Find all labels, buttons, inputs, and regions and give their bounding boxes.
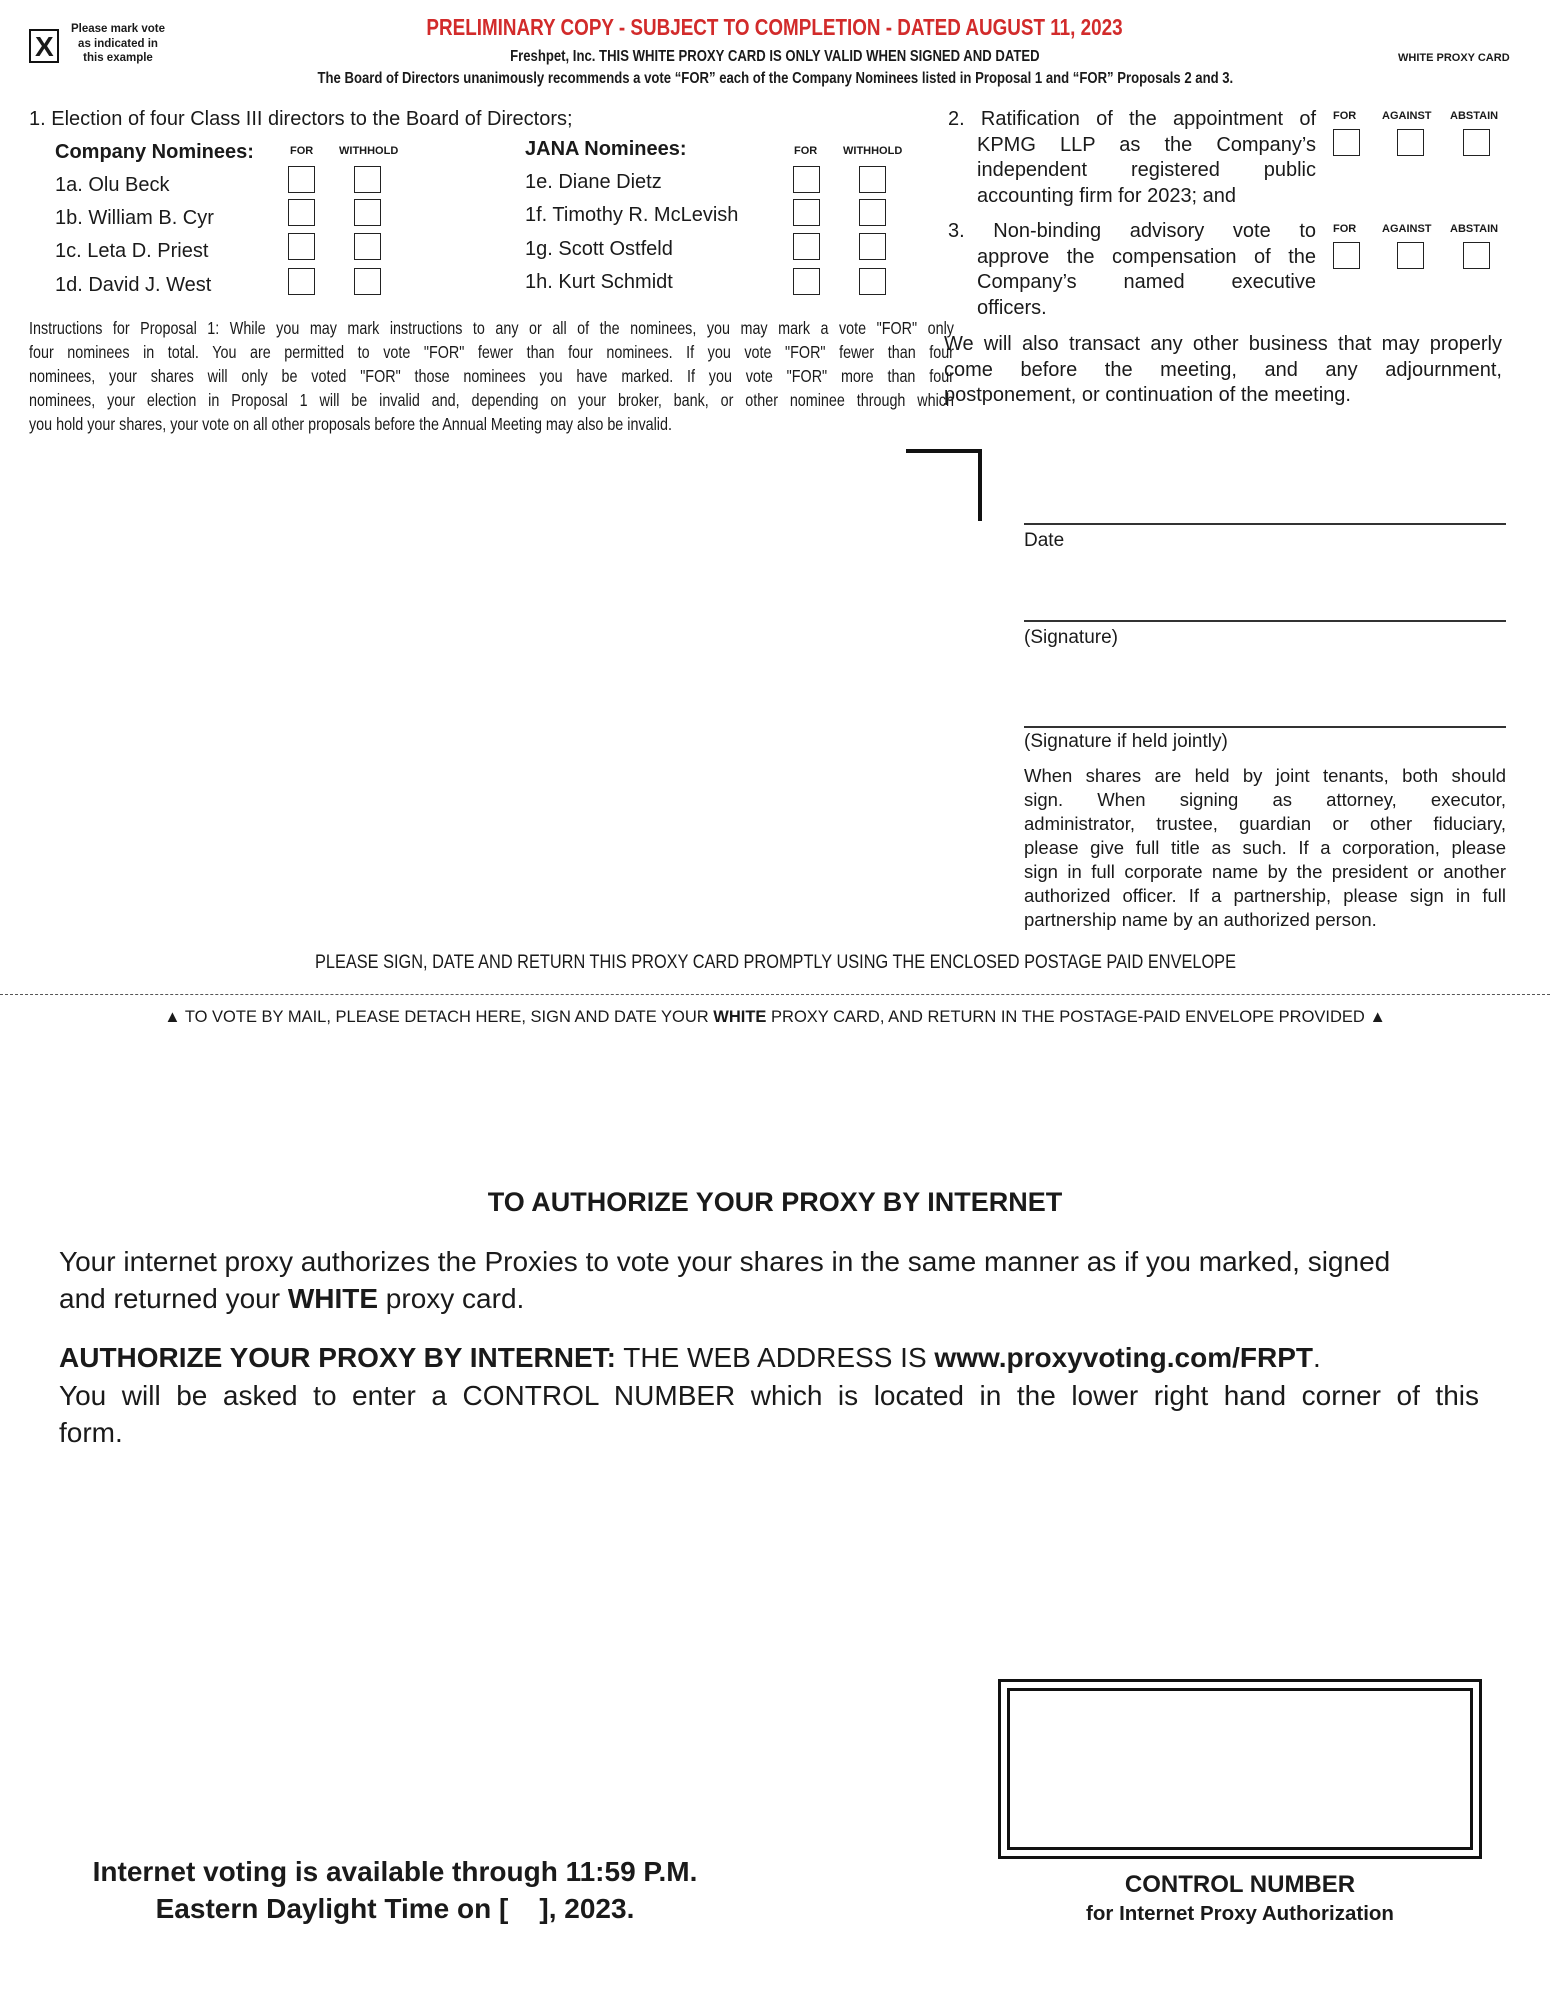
internet-heading: TO AUTHORIZE YOUR PROXY BY INTERNET (487, 1187, 1063, 1217)
proposal-3-against-header: AGAINST (1382, 223, 1432, 235)
signature-line (1024, 620, 1506, 622)
control-number-instruction: You will be asked to enter a CONTROL NUMBER which is located in the lower right hand corner of this form. (59, 1380, 1479, 1448)
detach-dashed-line (0, 994, 1550, 995)
signature-label: (Signature) (1024, 627, 1118, 648)
nominee-name: 1c. Leta D. Priest (55, 240, 209, 262)
return-instruction: PLEASE SIGN, DATE AND RETURN THIS PROXY CARD PROMPTLY USING THE ENCLOSED POSTAGE PAID ENVELOPE (314, 952, 1236, 973)
joint-signature-label: (Signature if held jointly) (1024, 731, 1228, 752)
control-number-box (998, 1679, 1482, 1859)
nominee-withhold-checkbox[interactable] (859, 268, 886, 295)
signature-field[interactable] (1024, 572, 1506, 620)
proposal-3-for-checkbox[interactable] (1333, 242, 1360, 269)
nominee-withhold-checkbox[interactable] (354, 233, 381, 260)
joint-instructions: When shares are held by joint tenants, both should sign. When signing as attorney, executor, administrator, trustee, guardian or other fiduciary, please give full title as such. If a corporation, please sign in full corporate name by the president or another authorized officer. If a partnership, please sign in full partnership name by an authorized person. (1024, 765, 1506, 930)
nominee-withhold-checkbox[interactable] (859, 199, 886, 226)
proposal-2-against-checkbox[interactable] (1397, 129, 1424, 156)
nominee-withhold-checkbox[interactable] (859, 166, 886, 193)
nominee-withhold-checkbox[interactable] (859, 233, 886, 260)
nominee-name: 1a. Olu Beck (55, 174, 170, 196)
control-number-subtitle: for Internet Proxy Authorization (1086, 1902, 1394, 1925)
corner-bracket (906, 449, 982, 521)
card-label: WHITE PROXY CARD (1398, 52, 1510, 64)
joint-signature-field[interactable] (1024, 678, 1506, 726)
date-label: Date (1024, 530, 1065, 551)
nominee-for-checkbox[interactable] (288, 268, 315, 295)
joint-signature-line (1024, 726, 1506, 728)
nominee-withhold-checkbox[interactable] (354, 166, 381, 193)
proposal-3-text: 3. Non-binding advisory vote to approve the compensation of the Company’s named executive officers. (948, 220, 1316, 319)
proposal-2-text: 2. Ratification of the appointment of KPMG LLP as the Company’s independent registered public accounting firm for 2023; and (948, 108, 1316, 207)
proposal-3-against-checkbox[interactable] (1397, 242, 1424, 269)
jana-for-header: FOR (794, 145, 818, 157)
date-field[interactable] (1024, 475, 1506, 523)
nominee-name: 1d. David J. West (55, 274, 212, 296)
company-withhold-header: WITHHOLD (339, 145, 399, 157)
control-number-field[interactable] (1007, 1688, 1473, 1850)
preliminary-banner: PRELIMINARY COPY - SUBJECT TO COMPLETION - DATED AUGUST 11, 2023 (426, 14, 1124, 40)
proposal-2-abstain-header: ABSTAIN (1450, 110, 1499, 122)
nominee-name: 1e. Diane Dietz (525, 171, 662, 193)
internet-paragraph: Your internet proxy authorizes the Proxies to vote your shares in the same manner as if you marked, signed and returned your WHITE proxy card. (59, 1246, 1391, 1314)
company-nominees-heading: Company Nominees: (55, 141, 254, 163)
nominee-name: 1f. Timothy R. McLevish (525, 204, 739, 226)
web-address-line: AUTHORIZE YOUR PROXY BY INTERNET: THE WEB ADDRESS IS www.proxyvoting.com/FRPT. (59, 1342, 1321, 1373)
proposal-3-abstain-checkbox[interactable] (1463, 242, 1490, 269)
date-line (1024, 523, 1506, 525)
nominee-withhold-checkbox[interactable] (354, 268, 381, 295)
nominee-name: 1h. Kurt Schmidt (525, 271, 673, 293)
other-business: We will also transact any other business that may properly come before the meeting, and any adjournment, postponement, or continuation of the meeting. (944, 333, 1502, 406)
up-arrow-icon: ▲ (164, 1008, 181, 1026)
nominee-withhold-checkbox[interactable] (354, 199, 381, 226)
proposal-3-abstain-header: ABSTAIN (1450, 223, 1499, 235)
nominee-for-checkbox[interactable] (288, 199, 315, 226)
board-recommendation: The Board of Directors unanimously recommends a vote “FOR” each of the Company Nominees listed in Proposal 1 and “FOR” Proposals 2 and 3. (317, 70, 1233, 87)
mark-example-text: Please mark vote as indicated in this example (71, 23, 165, 64)
company-for-header: FOR (290, 145, 314, 157)
proposal-2-for-checkbox[interactable] (1333, 129, 1360, 156)
nominee-name: 1g. Scott Ostfeld (525, 238, 673, 260)
nominee-for-checkbox[interactable] (288, 166, 315, 193)
up-arrow-icon: ▲ (1369, 1008, 1386, 1026)
voting-availability: Internet voting is available through 11:59 P.M. Eastern Daylight Time on [ ], 2023. (92, 1856, 698, 1924)
nominee-for-checkbox[interactable] (793, 166, 820, 193)
validity-notice: Freshpet, Inc. THIS WHITE PROXY CARD IS ONLY VALID WHEN SIGNED AND DATED (510, 48, 1040, 65)
x-mark-icon: X (35, 31, 54, 62)
jana-nominees-heading: JANA Nominees: (525, 138, 687, 160)
proposal-1-instructions: Instructions for Proposal 1: While you may mark instructions to any or all of the nominees, you may mark a vote "FOR" only four nominees in total. You are permitted to vote "FOR" fewer than four nominees. If you vote "FOR" fewer than four nominees, your shares will only be voted "FOR" those nominees you have marked. If you vote "FOR" more than four nominees, your election in Proposal 1 will be invalid and, depending on your broker, bank, or other nominee through which you hold your shares, your vote on all other proposals before the Annual Meeting may also be invalid. (29, 318, 954, 434)
proposal-2-abstain-checkbox[interactable] (1463, 129, 1490, 156)
proposal-2-against-header: AGAINST (1382, 110, 1432, 122)
nominee-for-checkbox[interactable] (793, 233, 820, 260)
jana-withhold-header: WITHHOLD (843, 145, 903, 157)
nominee-for-checkbox[interactable] (793, 199, 820, 226)
proposal-2-for-header: FOR (1333, 110, 1357, 122)
web-address-link[interactable]: www.proxyvoting.com/FRPT (934, 1342, 1313, 1373)
control-number-title: CONTROL NUMBER (1124, 1871, 1356, 1898)
proposal-3-for-header: FOR (1333, 223, 1357, 235)
proposal-1-title: 1. Election of four Class III directors to the Board of Directors; (29, 108, 573, 130)
nominee-for-checkbox[interactable] (793, 268, 820, 295)
nominee-name: 1b. William B. Cyr (55, 207, 214, 229)
nominee-for-checkbox[interactable] (288, 233, 315, 260)
detach-instruction: ▲ TO VOTE BY MAIL, PLEASE DETACH HERE, SIGN AND DATE YOUR WHITE PROXY CARD, AND RETURN IN THE POSTAGE-PAID ENVELOPE PROVIDED ▲ (164, 1008, 1386, 1026)
